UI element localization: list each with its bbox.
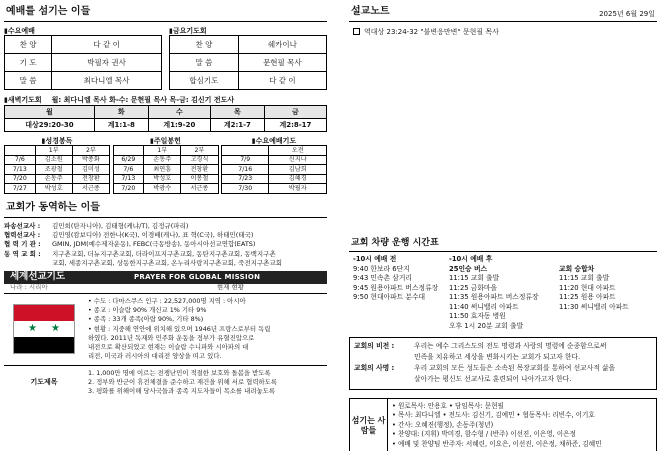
fri-table (169, 35, 327, 90)
worship-tables (4, 27, 327, 90)
star-icon: ★ (28, 323, 37, 335)
wed-prayer-duty (221, 137, 327, 194)
schedule-item: 11:30 써니밸리 아파트 (559, 302, 629, 311)
dawn-preachers: 월: 최다니엘 목사 화-수: 문현필 목사 목-금: 김신기 전도사 (51, 96, 235, 105)
cell: 손동주 (35, 174, 72, 184)
vision-value: 살아가는 평신도 선교사로 훈련되어 나아가고자 한다. (414, 374, 572, 383)
prayer-item: 3. 평화를 위해이해 당사국들과 종족 지도자들이 목소를 내려놓도록 (88, 387, 275, 396)
verse: 계2:1-7 (210, 118, 264, 131)
sermon-text: 역대상 23:24-32 "불변응만변" 문현필 목사 (364, 28, 499, 36)
world-mission-title: 세계선교기도 (10, 271, 66, 283)
cell: 김혜경 (269, 174, 327, 184)
cell: 신지나 (269, 155, 327, 165)
schedule-after (449, 255, 559, 331)
prayer-item: 2. 정부와 반군이 휴전체결을 준수하고 재건을 위해 서로 협력하도록 (88, 377, 278, 386)
wed-title: ▮수요예배 (4, 27, 35, 35)
vision-key (354, 375, 414, 385)
star-icon: ★ (51, 323, 60, 335)
cell: 합심기도 (170, 72, 239, 90)
wedworship-table (221, 145, 327, 194)
schedule-item: 9:40 한보라 6단지 (353, 264, 410, 273)
cell: 7/13 (5, 165, 36, 175)
nation-label: 나라 : 시리아 (10, 283, 48, 292)
mission-value: GMIN, JDM(예수제자운동), FEBC(극동방송), 동아시아선교연합(EATS) (52, 240, 256, 249)
verse: 계1:9-20 (148, 118, 210, 131)
status-label: 현재 현황 (216, 283, 245, 292)
day: 목 (210, 105, 264, 118)
vision-row (354, 364, 652, 374)
cell: 전창환 (72, 174, 109, 184)
mission-key: 협력선교사 : (4, 230, 41, 239)
checkbox-icon (353, 28, 360, 35)
vision-row (354, 342, 652, 352)
cell: 김남희 (269, 165, 327, 175)
cell: 쉐카이나 (238, 36, 326, 54)
staff-line: • 찬양대: (지휘) 박미경, 함수형 / (반주) 이선진, 이은영, 이은정 (392, 430, 576, 439)
verse: 대상29:20-30 (5, 118, 95, 131)
prayer-item: 1. 1,000만 명에 이르는 전쟁난민이 적절한 보호와 돌봄을 받도록 (88, 368, 271, 377)
sermon-line (353, 28, 653, 36)
schedule-head: -10시 예배 전 (353, 255, 397, 264)
mission-title: 교회가 동역하는 이들 (4, 200, 327, 218)
cell: 박성호 (35, 184, 72, 194)
cell: 7/9 (222, 155, 269, 165)
cell: 7/13 (113, 174, 144, 184)
mission-row (4, 223, 327, 231)
cell: 6/29 (113, 155, 144, 165)
cell: 1부 (35, 146, 72, 156)
mission-key: 파송선교사 : (4, 221, 41, 230)
fact-line: 내전으로 확산되었고 현재는 이슬람 수니파와 시아파의 대 (88, 343, 249, 352)
cell: 서근종 (181, 184, 218, 194)
servants-title: 예배를 섬기는 이들 (4, 4, 327, 22)
cell: 이봉철 (181, 174, 218, 184)
cell: 손동주 (144, 155, 181, 165)
schedule-item: 9:43 민속촌 삼거리 (353, 274, 412, 283)
cell: 찬 양 (170, 36, 239, 54)
wed-worship (4, 27, 162, 90)
day: 월 (5, 105, 95, 118)
cell: 1부 (144, 146, 181, 156)
notes-header (349, 4, 657, 22)
nation-row (4, 284, 327, 294)
mission-list (4, 223, 327, 268)
cell: 다 같 이 (238, 72, 326, 90)
flag-black-stripe (14, 337, 74, 353)
staff-line: • 원로목사: 안용호 • 담임목사: 문현필 (392, 401, 504, 410)
cell: 김미성 (72, 165, 109, 175)
prayer-box (4, 366, 327, 400)
cell (222, 146, 269, 156)
wedworship-title: ▮수요예배기도 (251, 136, 297, 145)
notes-title: 설교노트 (351, 6, 390, 17)
cell: 기 도 (5, 54, 52, 72)
schedule-item: 11:25 원용 아파트 (559, 293, 616, 302)
communion-title: ▮성경봉독 (41, 136, 73, 145)
schedule-item: 11:50 효자동 병원 (449, 312, 506, 321)
cell: 말 씀 (5, 72, 52, 90)
fri-prayer (169, 27, 327, 90)
mission-row (4, 232, 327, 240)
dawn-info (4, 96, 327, 104)
schedule-head: -10시 예배 후 (449, 255, 493, 264)
day: 금 (264, 105, 326, 118)
day: 수 (148, 105, 210, 118)
prayer-label: 기도제목 (30, 378, 58, 387)
communion-table (4, 145, 110, 194)
cell: 7/16 (222, 165, 269, 175)
schedule-item: 9:45 원용아파트 버스정류장 (353, 283, 439, 292)
staff-line: • 목사: 최다니엘 • 전도사: 김신기, 김예민 • 협동목사: 리빈수, 이기호 (392, 411, 595, 420)
vision-key: 교회의 비전 : (354, 342, 395, 351)
vision-value: 우리 교회의 모든 성도들은 소속된 목장교회를 통하여 선교사적 삶을 (414, 364, 616, 372)
mission-value: 김민영(캄보디아) 전한나(K국), 이경배(캐나), 표 혁(C국), 하태민(태국) (52, 230, 254, 239)
fact-line: • 종족 : 33개 종족(아랍 90%, 기타 8%) (88, 315, 204, 324)
bulletin-date: 2025년 6월 29일 (599, 9, 655, 18)
dawn-title: ▮새벽기도회 (4, 96, 42, 105)
cell: 7/6 (5, 155, 36, 165)
schedule (349, 255, 657, 331)
cell: 박광수 (144, 184, 181, 194)
staff-line: • 예배 및 찬양팀 반주자: 서혜린, 이요은, 이선진, 이은정, 채하준, 김혜민 (392, 439, 602, 448)
fact-line: • 종교 : 이슬람 90% 개신교 1% 기타 9% (88, 305, 207, 314)
prayer-list (84, 366, 327, 400)
mission-value: 김민희(탄자니아), 김태형(케냐/T), 김정규(파리) (52, 221, 189, 230)
cell: 오전 (269, 146, 327, 156)
vision-row (354, 375, 652, 385)
cell: 2부 (72, 146, 109, 156)
vision-box (349, 337, 657, 389)
fact-line: 하였다. 2011년 독재와 민주화 운동을 정부가 유혈진압으로 (88, 333, 255, 342)
schedule-head: 교회 승합차 (559, 264, 595, 273)
cell: 말 씀 (170, 54, 239, 72)
nation-box (4, 294, 327, 366)
cell: 찬 양 (5, 36, 52, 54)
mission-value: 교회, 세종지구촌교회, 상동한지구촌교회, 온누리사랑지구촌교회, 죽전지구촌교회 (52, 258, 283, 267)
vision-value: 민족을 치유하고 세상을 변화시키는 교회가 되고자 한다. (414, 353, 581, 362)
right-column (349, 4, 657, 451)
mission-key: 협 력 기 관 : (4, 240, 41, 249)
schedule-before (349, 255, 449, 331)
world-mission-banner-text: PRAYER FOR GLOBAL MISSION (134, 272, 261, 281)
meal-title: ▮주일봉헌 (150, 136, 181, 145)
meal (113, 137, 219, 194)
schedule-item: 11:40 써니밸리 아파트 (449, 302, 519, 311)
cell: 박필자 (269, 184, 327, 194)
cell (5, 146, 36, 156)
communion (4, 137, 110, 194)
day: 화 (94, 105, 148, 118)
fri-title: ▮금요기도회 (169, 27, 207, 35)
cell: 문현필 목사 (238, 54, 326, 72)
schedule-item: 11:25 금화마을 (449, 283, 498, 292)
cell: 7/20 (5, 174, 36, 184)
fact-line: • 수도 : 다마스쿠스 인구 : 22,527,000명 지역 : 아시아 (88, 296, 246, 305)
world-mission-banner (4, 271, 327, 284)
cell: 7/6 (113, 165, 144, 175)
cell: 7/20 (113, 184, 144, 194)
verse: 계1:1-8 (94, 118, 148, 131)
schedule-title: 교회 차량 운행 시간표 (349, 236, 657, 252)
cell (113, 146, 144, 156)
cell: 고경식 (181, 155, 218, 165)
cell: 다 같 이 (52, 36, 162, 54)
duty-tables (4, 137, 327, 194)
syria-flag-icon (13, 304, 75, 354)
cell: 최다니엘 목사 (52, 72, 162, 90)
staff-list (388, 399, 656, 451)
mission-row (4, 260, 327, 268)
schedule-item: 25인승 버스 (449, 264, 488, 273)
cell: 박성호 (144, 174, 181, 184)
flag-red-stripe (14, 305, 74, 321)
cell: 박종화 (72, 155, 109, 165)
vision-value: 우리는 예수 그리스도의 전도 명령과 사랑의 명령에 순종함으로써 (414, 342, 607, 351)
fact-line: 리전, 미국과 러시아의 대리전 양상을 띠고 있다. (88, 352, 222, 361)
cell: 7/30 (222, 184, 269, 194)
dawn-table (4, 105, 327, 132)
staff-line: • 간사: 오혜진(행정), 손동주(청년) (392, 420, 494, 429)
left-column (4, 4, 327, 451)
schedule-item: 11:20 현대 아파트 (559, 283, 616, 292)
verse: 계2:8-17 (264, 118, 326, 131)
schedule-item: 오후 1시 20분 교회 출발 (449, 321, 524, 330)
cell: 7/23 (222, 174, 269, 184)
cell: 2부 (181, 146, 218, 156)
nation-facts (84, 294, 327, 365)
mission-key: 동 역 교 회 : (4, 249, 41, 258)
cell: 전창환 (181, 165, 218, 175)
vision-key: 교회의 사명 : (354, 364, 395, 372)
wed-table (4, 35, 162, 90)
cell: 김소원 (35, 155, 72, 165)
fact-line: • 현황 : 지중해 연안에 위치해 있으며 1946년 프랑스로부터 독립 (88, 324, 271, 333)
schedule-item: 11:15 교회 출발 (449, 274, 500, 283)
mission-row (4, 241, 327, 249)
cell: 박필자 권사 (52, 54, 162, 72)
cell: 최연흥 (144, 165, 181, 175)
cell: 서근종 (72, 184, 109, 194)
schedule-item: 11:35 원용아파트 버스정류장 (449, 293, 539, 302)
vision-key (354, 353, 414, 363)
cell: 7/27 (5, 184, 36, 194)
staff-box (349, 398, 657, 451)
staff-label: 섬기는 사람들 (350, 399, 388, 451)
vision-row (354, 353, 652, 363)
meal-table (113, 145, 219, 194)
schedule-item: 9:50 현대아파트 분수대 (353, 293, 426, 302)
mission-value: 지구촌교회, 더뉴지구촌교회, 더라이프지구촌교회, 동탄지구촌교회, 동백지구촌 (52, 249, 276, 258)
mission-row (4, 251, 327, 259)
flag-cell (4, 294, 84, 365)
schedule-item: 11:15 교회 출발 (559, 274, 610, 283)
cell: 조광철 (35, 165, 72, 175)
schedule-van (559, 255, 657, 331)
mission-key (4, 260, 52, 268)
flag-white-stripe (14, 321, 74, 337)
